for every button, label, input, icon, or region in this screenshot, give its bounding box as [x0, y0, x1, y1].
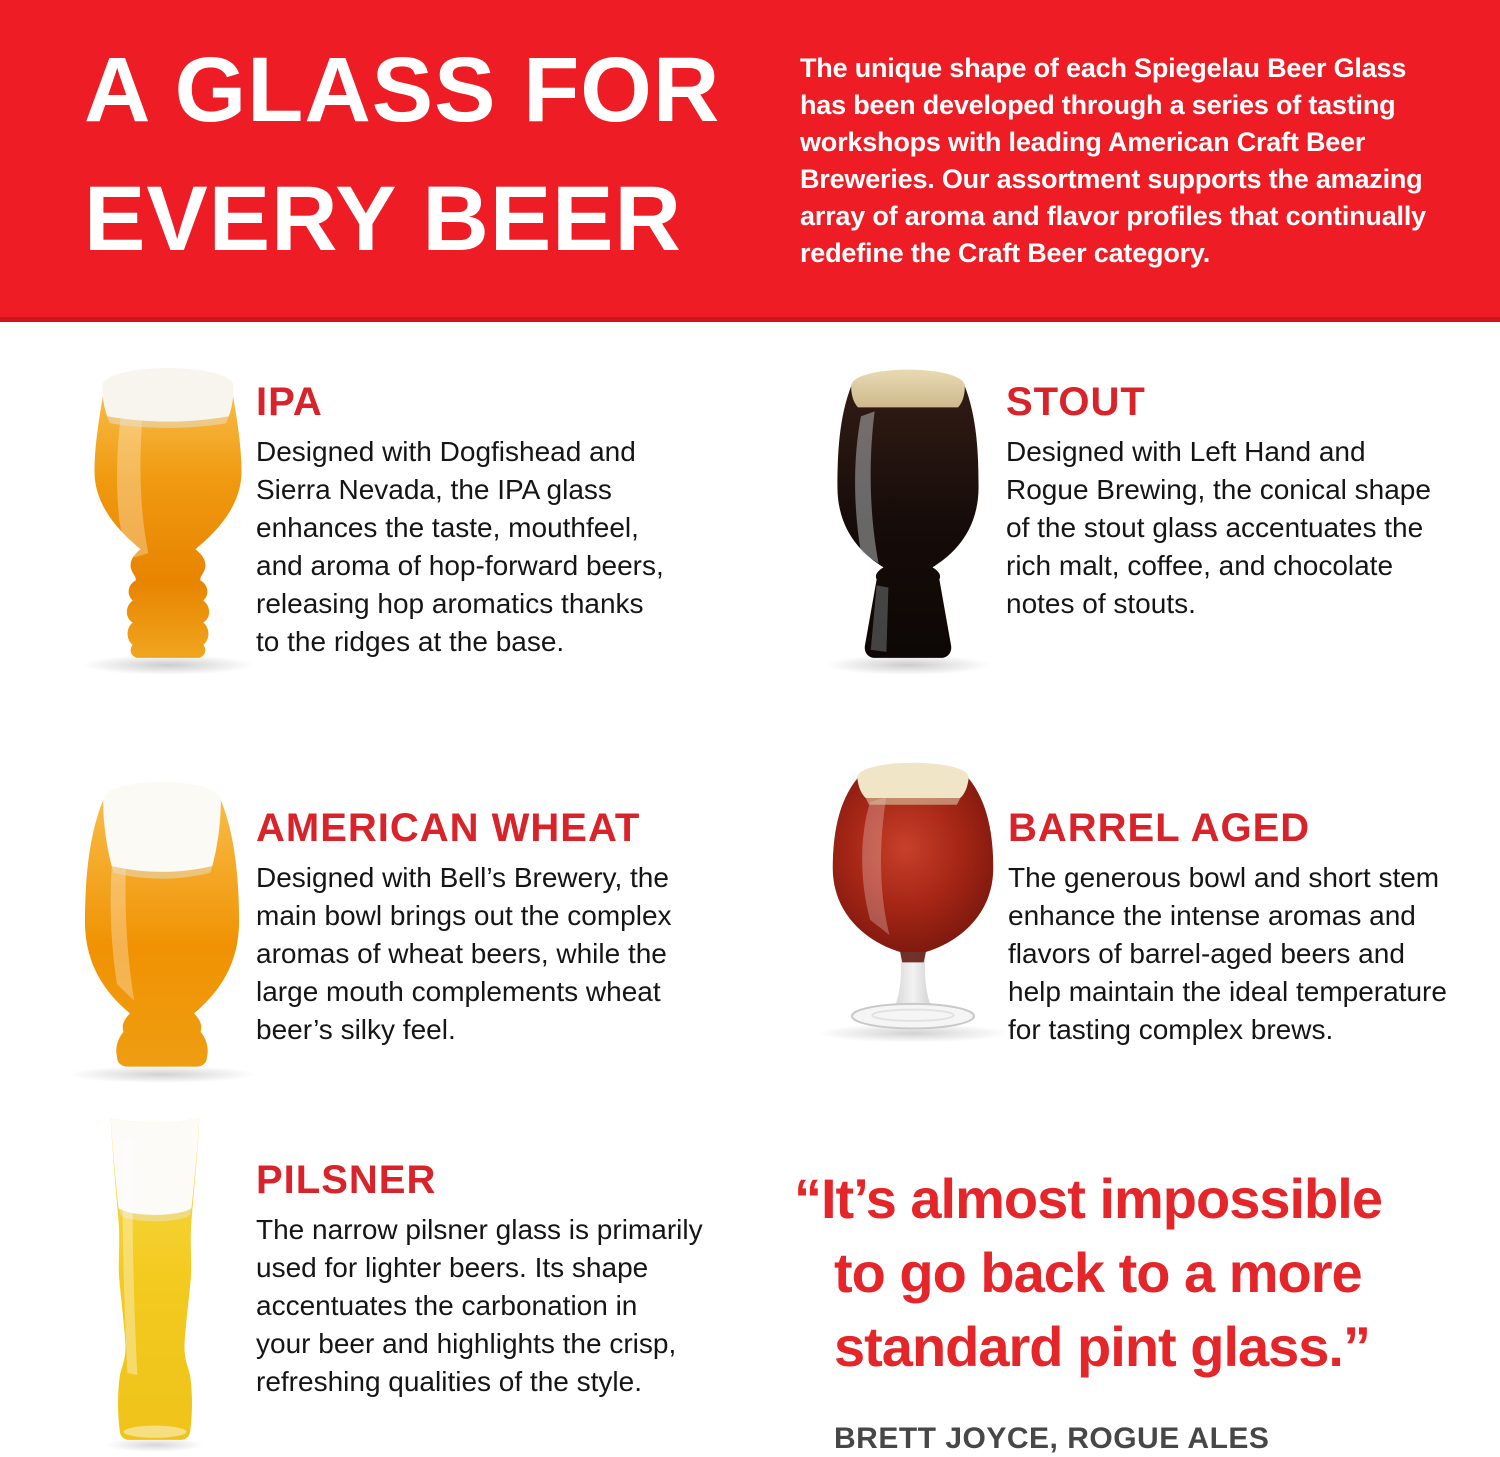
pilsner-section-description: The narrow pilsner glass is primarily used for lighter beers. Its shape accentuates the carbonation in your beer and highlights the crisp, refreshing qualities of the style. — [256, 1214, 703, 1397]
header-band — [0, 0, 1500, 322]
quote-attribution: BRETT JOYCE, ROGUE ALES — [834, 1422, 1270, 1455]
ipa-section-title: IPA — [256, 380, 323, 424]
pilsner-glass-image — [86, 1110, 224, 1454]
barrel-aged-section-description: The generous bowl and short stem enhance the intense aromas and flavors of barrel-aged beers and help maintain the ideal temperature for tasting complex brews. — [1008, 862, 1447, 1045]
stout-glass-image — [810, 356, 1006, 678]
page-title: A GLASS FOR EVERY BEER — [84, 39, 721, 270]
american-wheat-section — [256, 806, 672, 1049]
quote-text: “It’s almost impossible to go back to a more standard pint glass.” — [794, 1167, 1382, 1378]
barrel-aged-glass-image — [806, 750, 1020, 1052]
stout-section-description: Designed with Left Hand and Rogue Brewing, the conical shape of the stout glass accentuates the rich malt, coffee, and chocolate notes of stouts. — [1006, 436, 1431, 619]
stout-section-title: STOUT — [1006, 380, 1146, 424]
ipa-glass-image — [70, 356, 266, 678]
barrel-aged-section-title: BARREL AGED — [1008, 806, 1311, 850]
testimonial-quote — [794, 1162, 1382, 1457]
barrel-aged-section — [1008, 806, 1447, 1049]
pilsner-section — [256, 1158, 703, 1401]
american-wheat-glass-image — [55, 776, 269, 1086]
pilsner-section-title: PILSNER — [256, 1158, 437, 1202]
intro-paragraph: The unique shape of each Spiegelau Beer Glass has been developed through a series of tasting workshops with leading American Craft Beer Breweries. Our assortment supports the amazing array of aroma and flavor profiles that continually redefine the Craft Beer category. — [800, 53, 1426, 268]
american-wheat-section-description: Designed with Bell’s Brewery, the main bowl brings out the complex aromas of wheat beers, while the large mouth complements wheat beer’s silky feel. — [256, 862, 672, 1045]
american-wheat-section-title: AMERICAN WHEAT — [256, 806, 641, 850]
stout-section — [1006, 380, 1431, 623]
ipa-section — [256, 380, 664, 661]
ipa-section-description: Designed with Dogfishead and Sierra Nevada, the IPA glass enhances the taste, mouthfeel, and aroma of hop-forward beers, releasing hop aromatics thanks to the ridges at the base. — [256, 436, 664, 657]
